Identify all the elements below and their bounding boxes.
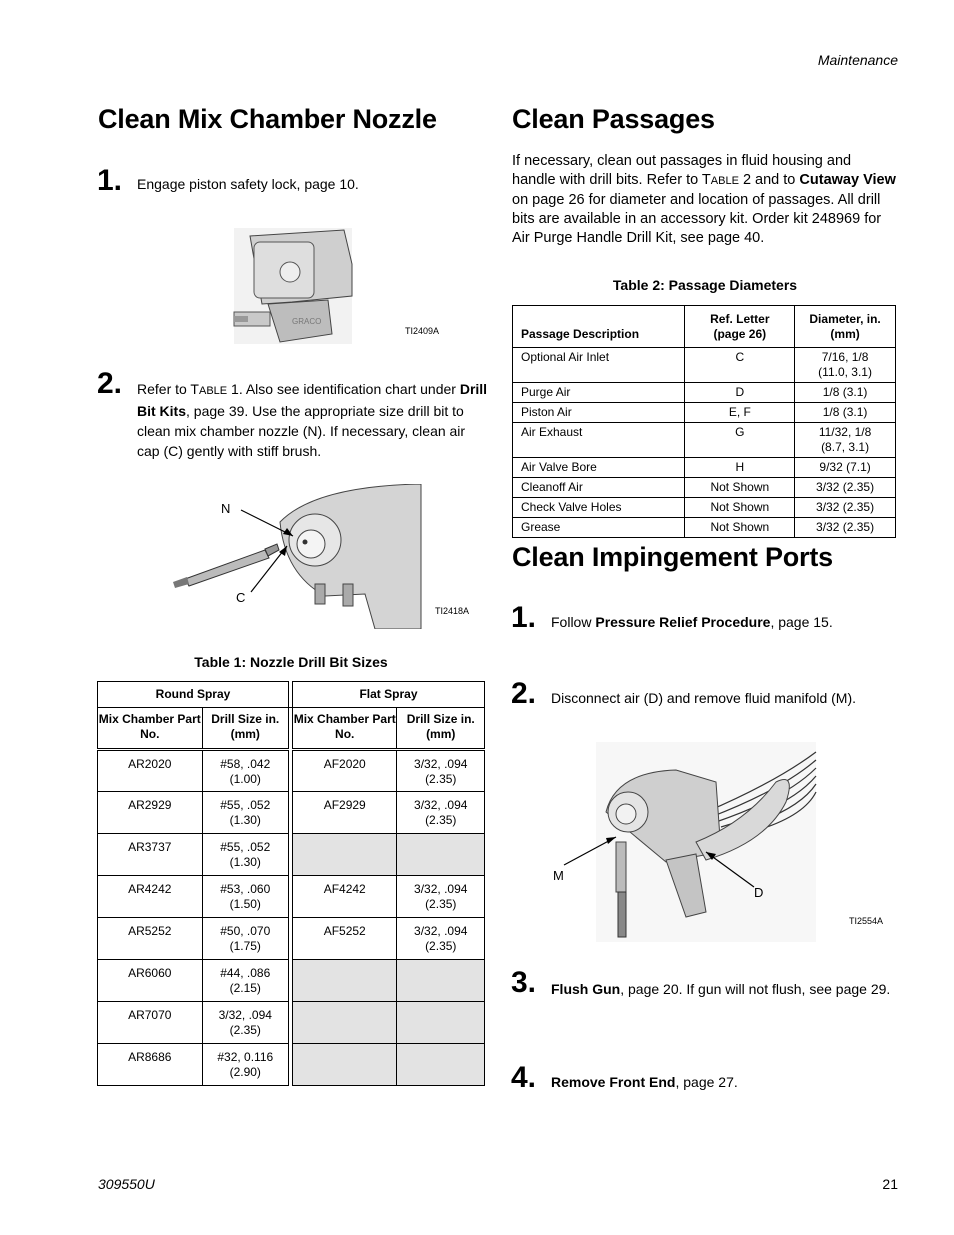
step-number: 3. xyxy=(511,966,537,999)
callout-label-d: D xyxy=(754,885,764,900)
figure-tag: TI2409A xyxy=(405,326,440,336)
cell-text: G xyxy=(735,425,745,439)
table-cell xyxy=(795,348,896,383)
table-cell xyxy=(685,348,795,383)
cell-text: AF4242 xyxy=(323,882,366,896)
callout-label-n: N xyxy=(221,501,231,516)
table-caption: Table 2: Passage Diameters xyxy=(612,277,798,293)
table-cell xyxy=(292,750,397,792)
table-cell xyxy=(513,458,685,478)
cell-text: AF5252 xyxy=(323,924,366,938)
cell-text: 9/32 (7.1) xyxy=(819,460,871,474)
cell-text: 3/32, .094 xyxy=(414,757,468,771)
table-cell xyxy=(202,960,288,1002)
section-title-clean-impingement-ports: Clean Impingement Ports xyxy=(512,542,833,572)
table-cell xyxy=(397,1044,485,1086)
table-cell xyxy=(202,1002,288,1044)
table-row xyxy=(98,834,485,876)
table-cell xyxy=(685,478,795,498)
table-header: Drill Size in. (mm) xyxy=(202,708,288,750)
nozzle-drill-illustration xyxy=(165,484,475,629)
section-title-clean-passages: Clean Passages xyxy=(512,104,715,134)
cell-text: Check Valve Holes xyxy=(521,500,622,514)
table-row xyxy=(513,423,896,458)
cell-text: (2.35) xyxy=(425,772,457,786)
step-text: Refer to TABLE 1. Also see identification chart under Drill Bit Kits, page 39. Use the appropriate size drill bit to clean mix chamber nozzle (N). If necessary, clean air cap (C) gently with stiff brush. xyxy=(137,381,488,459)
cell-text: #32, 0.116 xyxy=(217,1050,274,1064)
step-number: 4. xyxy=(511,1061,537,1094)
cell-text: (2.15) xyxy=(229,981,261,995)
cell-text: #53, .060 xyxy=(220,882,271,896)
nozzle-drill-bit-table xyxy=(97,681,485,1086)
table-row xyxy=(513,498,896,518)
table-cell xyxy=(685,383,795,403)
table-cell xyxy=(98,1044,203,1086)
cell-text: #55, .052 xyxy=(220,840,271,854)
step-number: 1. xyxy=(511,601,537,634)
table-cell xyxy=(685,518,795,538)
gun-side-illustration xyxy=(232,224,442,346)
table-cell xyxy=(795,518,896,538)
cell-text: 3/32, .094 xyxy=(414,924,468,938)
table-cell xyxy=(98,918,203,960)
step-text: Disconnect air (D) and remove fluid manifold (M). xyxy=(551,690,856,706)
table-cell xyxy=(513,518,685,538)
table-header: Passage Description xyxy=(513,306,685,348)
table-cell xyxy=(98,876,203,918)
table-cell xyxy=(292,918,397,960)
table-row xyxy=(513,403,896,423)
svg-text:GRACO: GRACO xyxy=(292,317,322,326)
step-text: Remove Front End, page 27. xyxy=(551,1074,738,1090)
table-cell xyxy=(513,348,685,383)
table-row xyxy=(98,1002,485,1044)
table-group-header: Round Spray xyxy=(98,682,289,708)
cell-text: (1.50) xyxy=(229,897,261,911)
cell-text: (2.35) xyxy=(229,1023,261,1037)
cell-text: AR5252 xyxy=(128,924,172,938)
cell-text: (1.30) xyxy=(229,813,261,827)
cell-text: 3/32 (2.35) xyxy=(816,500,875,514)
section-title-clean-mix-chamber-nozzle: Clean Mix Chamber Nozzle xyxy=(98,104,437,134)
table-cell xyxy=(397,876,485,918)
table-cell xyxy=(98,750,203,792)
table-cell xyxy=(292,834,397,876)
cell-text: 1/8 (3.1) xyxy=(822,385,868,399)
cell-text: (2.35) xyxy=(425,939,457,953)
cell-text: (1.00) xyxy=(229,772,261,786)
table-cell xyxy=(795,498,896,518)
table-cell xyxy=(202,750,288,792)
cell-text: 3/32, .094 xyxy=(218,1008,272,1022)
cell-text: AR8686 xyxy=(128,1050,172,1064)
table-cell xyxy=(397,792,485,834)
passage-diameters-table xyxy=(512,305,896,538)
cell-text: #44, .086 xyxy=(220,966,271,980)
table-cell xyxy=(202,792,288,834)
cell-text: AR6060 xyxy=(128,966,172,980)
cell-text: Air Valve Bore xyxy=(521,460,597,474)
cell-text: H xyxy=(735,460,745,474)
table-cell xyxy=(795,383,896,403)
table-cell xyxy=(513,403,685,423)
table-cell xyxy=(98,834,203,876)
table-header: Mix Chamber Part No. xyxy=(292,708,397,750)
cell-text: 11/32, 1/8 xyxy=(818,425,872,439)
cell-text: (2.90) xyxy=(229,1065,261,1079)
cell-text: 3/32, .094 xyxy=(414,882,468,896)
table-cell xyxy=(795,423,896,458)
table-cell xyxy=(685,498,795,518)
table-cell xyxy=(202,876,288,918)
cell-text: Purge Air xyxy=(521,385,571,399)
table-row xyxy=(98,750,485,792)
table-row xyxy=(98,960,485,1002)
table-cell xyxy=(98,1002,203,1044)
table-cell xyxy=(202,1044,288,1086)
table-cell xyxy=(397,750,485,792)
cell-text: Grease xyxy=(521,520,561,534)
table-cell xyxy=(397,1002,485,1044)
table-cell xyxy=(98,792,203,834)
table-cell xyxy=(795,458,896,478)
table-cell xyxy=(513,498,685,518)
cell-text: E, F xyxy=(728,405,751,419)
table-cell xyxy=(397,960,485,1002)
cell-text: (8.7, 3.1) xyxy=(821,440,870,454)
table-row xyxy=(513,348,896,383)
table-row xyxy=(98,876,485,918)
step-text: Engage piston safety lock, page 10. xyxy=(137,176,359,192)
cell-text: (2.35) xyxy=(425,897,457,911)
table-cell xyxy=(292,792,397,834)
table-cell xyxy=(98,960,203,1002)
gun-manifold-illustration xyxy=(546,742,890,942)
cell-text: (1.75) xyxy=(229,939,261,953)
table-header: Drill Size in. (mm) xyxy=(397,708,485,750)
table-cell xyxy=(795,478,896,498)
table-row xyxy=(513,383,896,403)
cell-text: #50, .070 xyxy=(220,924,271,938)
figure-tag: TI2554A xyxy=(849,916,884,926)
table-cell xyxy=(685,423,795,458)
cell-text: Not Shown xyxy=(710,500,770,514)
cell-text: 3/32, .094 xyxy=(414,798,468,812)
table-caption: Table 1: Nozzle Drill Bit Sizes xyxy=(194,654,388,670)
cell-text: AR2020 xyxy=(128,757,172,771)
cell-text: 7/16, 1/8 xyxy=(821,350,869,364)
table-cell xyxy=(513,423,685,458)
cell-text: AR2929 xyxy=(128,798,172,812)
cell-text: D xyxy=(735,385,745,399)
cell-text: AF2929 xyxy=(323,798,366,812)
step-number: 1. xyxy=(97,164,123,197)
table-row xyxy=(513,458,896,478)
cell-text: AR7070 xyxy=(128,1008,172,1022)
cell-text: 1/8 (3.1) xyxy=(822,405,868,419)
cell-text: AF2020 xyxy=(323,757,366,771)
cell-text: Air Exhaust xyxy=(521,425,583,439)
table-row xyxy=(513,478,896,498)
cell-text: (2.35) xyxy=(425,813,457,827)
cell-text: #55, .052 xyxy=(220,798,271,812)
cell-text: Piston Air xyxy=(521,405,572,419)
cell-text: 3/32 (2.35) xyxy=(816,520,875,534)
cell-text: C xyxy=(735,350,745,364)
table-row xyxy=(98,1044,485,1086)
table-cell xyxy=(202,834,288,876)
table-cell xyxy=(292,876,397,918)
nozzle-drill-drawing xyxy=(165,484,475,629)
table-row xyxy=(513,518,896,538)
step-number: 2. xyxy=(511,677,537,710)
table-cell xyxy=(513,478,685,498)
cell-text: Cleanoff Air xyxy=(521,480,583,494)
step-text: Follow Pressure Relief Procedure, page 15. xyxy=(551,614,833,630)
cell-text: Not Shown xyxy=(710,480,770,494)
table-group-header: Flat Spray xyxy=(292,682,484,708)
table-cell xyxy=(685,458,795,478)
cell-text: AR3737 xyxy=(128,840,172,854)
step-text: Flush Gun, page 20. If gun will not flush, see page 29. xyxy=(551,981,891,997)
cell-text: AR4242 xyxy=(128,882,172,896)
table-header: Mix Chamber Part No. xyxy=(98,708,203,750)
cell-text: 3/32 (2.35) xyxy=(816,480,875,494)
gun-manifold-drawing xyxy=(546,742,890,942)
callout-label-c: C xyxy=(236,590,246,605)
table-cell xyxy=(202,918,288,960)
section-header: Maintenance xyxy=(817,52,898,68)
table-cell xyxy=(292,1002,397,1044)
table-cell xyxy=(397,918,485,960)
page-number: 21 xyxy=(882,1176,898,1192)
document-number: 309550U xyxy=(98,1176,155,1192)
table-row xyxy=(98,792,485,834)
table-cell xyxy=(685,403,795,423)
cell-text: Optional Air Inlet xyxy=(521,350,610,364)
cell-text: #58, .042 xyxy=(220,757,271,771)
cell-text: Not Shown xyxy=(710,520,770,534)
step-number: 2. xyxy=(97,367,123,400)
table-header: Diameter, in. (mm) xyxy=(795,306,896,348)
intro-paragraph: If necessary, clean out passages in fluid housing and handle with drill bits. Refer to TABLE 2 and to Cutaway View on page 26 for diameter and location of passages. All drill bits are available in an accessory kit. Order kit 248969 for Air Purge Handle Drill Kit, see page 40. xyxy=(512,153,896,246)
table-cell xyxy=(397,834,485,876)
table-cell xyxy=(292,1044,397,1086)
table-header: Ref. Letter (page 26) xyxy=(685,306,795,348)
figure-tag: TI2418A xyxy=(435,606,470,616)
table-cell xyxy=(292,960,397,1002)
table-row xyxy=(98,918,485,960)
cell-text: (11.0, 3.1) xyxy=(818,365,872,379)
callout-label-m: M xyxy=(553,868,564,883)
cell-text: (1.30) xyxy=(229,855,261,869)
table-cell xyxy=(513,383,685,403)
table-cell xyxy=(795,403,896,423)
